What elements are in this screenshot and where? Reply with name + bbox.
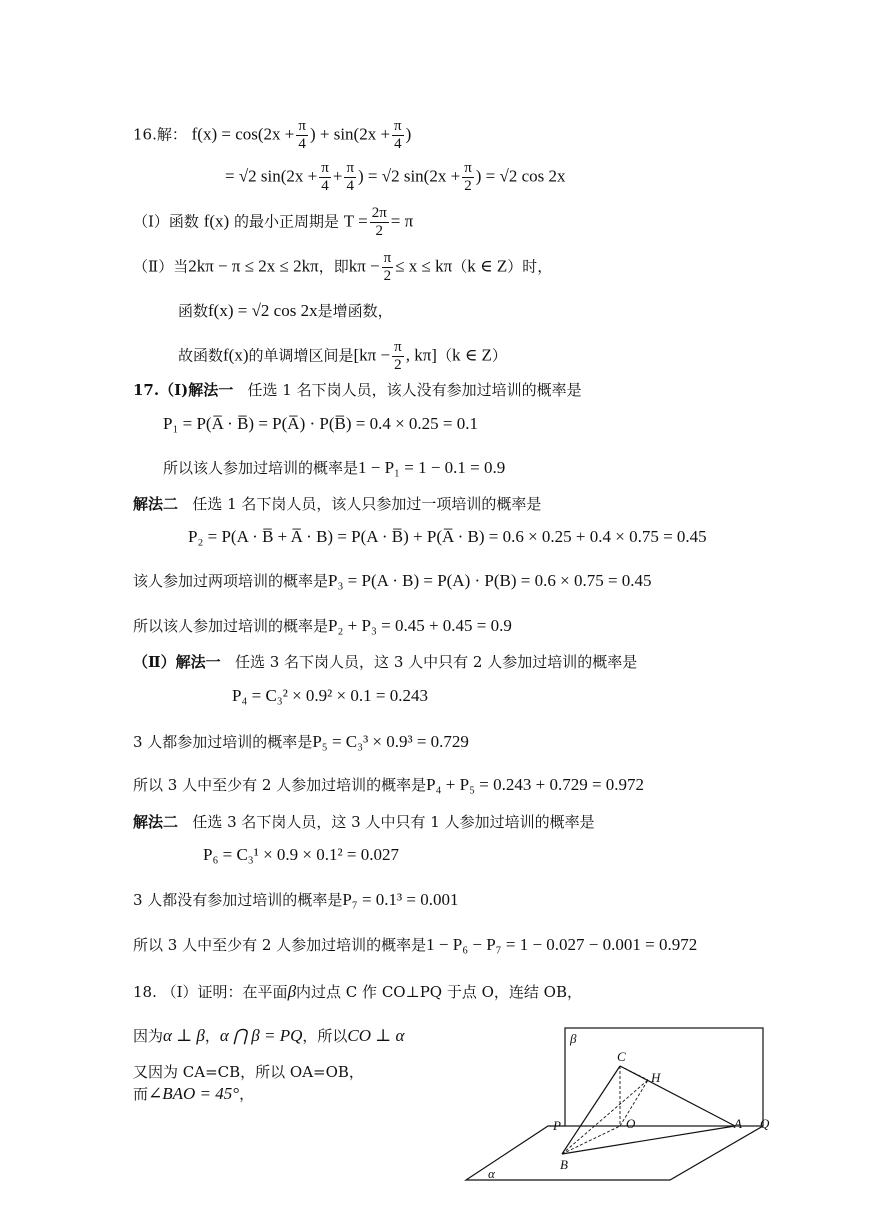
q16-part4: 故函数f(x)的单调增区间是[kπ − $\frac{\pi}{2}$ , kπ]（k ∈ Z） (178, 339, 507, 373)
label-Q: Q (760, 1116, 770, 1131)
q16-line2: = √2 sin(2x + $\frac{\pi}{4}$ + $\frac{\pi}{4}$ ) = √2 sin(2x + $\frac{\pi}{2}$ ) = √2 cos 2x (225, 160, 566, 194)
q16-part3: 函数f(x) = √2 cos 2x是增函数， (178, 301, 393, 320)
label-O: O (626, 1116, 636, 1131)
geometry-figure (460, 1020, 780, 1190)
q16-label: 16.解： (133, 125, 187, 144)
q16-part1: （Ⅰ）函数 f(x) 的最小正周期是 T = $\frac{2\pi}{2}$ = π (133, 205, 414, 239)
q17-line7: 所以该人参加过培训的概率是P₂ + P₃ = 0.45 + 0.45 = 0.9 (133, 616, 512, 635)
q17-line10: 3 人都参加过培训的概率是P₅ = C₃³ × 0.9³ = 0.729 (133, 732, 469, 751)
q18-line1: 18. （Ⅰ）证明：在平面β内过点 C 作 CO⊥PQ 于点 O，连结 OB， (133, 982, 583, 1001)
q18-line3: 又因为 CA=CB，所以 OA=OB， (133, 1063, 364, 1081)
q17-line5: P₂ = P(A · B̅ + A̅ · B) = P(A · B̅) + P(A̅ · B) = 0.6 × 0.25 + 0.4 × 0.75 = 0.45 (188, 527, 707, 546)
q17-line12: 解法二 任选 3 名下岗人员，这 3 人中只有 1 人参加过培训的概率是 (133, 813, 595, 831)
q17-line3: 所以该人参加过培训的概率是1 − P₁ = 1 − 0.1 = 0.9 (163, 458, 506, 477)
q18-line2: 因为α ⊥ β，α ⋂ β = PQ，所以CO ⊥ α (133, 1026, 405, 1045)
plane-beta (565, 1028, 763, 1126)
q17-line13: P₆ = C₃¹ × 0.9 × 0.1² = 0.027 (203, 845, 399, 864)
plane-alpha (466, 1126, 763, 1180)
label-A: A (734, 1116, 742, 1131)
q17-line6: 该人参加过两项培训的概率是P₃ = P(A · B) = P(A) · P(B) = 0.6 × 0.75 = 0.45 (133, 571, 652, 590)
q17-line2: P₁ = P(A̅ · B̅) = P(A̅) · P(B̅) = 0.4 × 0.25 = 0.1 (163, 414, 479, 433)
q16-line1: 16.解： f(x) = cos(2x + $\frac{\pi}{4}$ ) + sin(2x + $\frac{\pi}{4}$ ) (133, 118, 412, 152)
q17-line4: 解法二 任选 1 名下岗人员，该人只参加过一项培训的概率是 (133, 495, 542, 513)
q17-line11: 所以 3 人中至少有 2 人参加过培训的概率是P₄ + P₅ = 0.243 + 0.729 = 0.972 (133, 775, 645, 794)
label-H: H (651, 1070, 661, 1085)
label-beta: β (570, 1031, 577, 1046)
q17-line9: P₄ = C₃² × 0.9² × 0.1 = 0.243 (232, 686, 428, 705)
label-B: B (560, 1157, 568, 1172)
q18-line4: 而∠BAO = 45°， (133, 1084, 255, 1103)
q17-line1: 17.（Ⅰ)解法一 任选 1 名下岗人员，该人没有参加过培训的概率是 (133, 381, 582, 399)
q17-line15: 所以 3 人中至少有 2 人参加过培训的概率是1 − P₆ − P₇ = 1 − 0.027 − 0.001 = 0.972 (133, 935, 698, 954)
q16-part2: （Ⅱ）当2kπ − π ≤ 2x ≤ 2kπ，即kπ − $\frac{\pi}{2}$ ≤ x ≤ kπ（k ∈ Z）时， (133, 250, 553, 284)
q17-line8: （Ⅱ）解法一 任选 3 名下岗人员，这 3 人中只有 2 人参加过培训的概率是 (133, 653, 638, 671)
label-alpha: α (488, 1166, 495, 1181)
label-C: C (617, 1049, 626, 1064)
label-P: P (553, 1118, 561, 1133)
q17-line14: 3 人都没有参加过培训的概率是P₇ = 0.1³ = 0.001 (133, 890, 459, 909)
